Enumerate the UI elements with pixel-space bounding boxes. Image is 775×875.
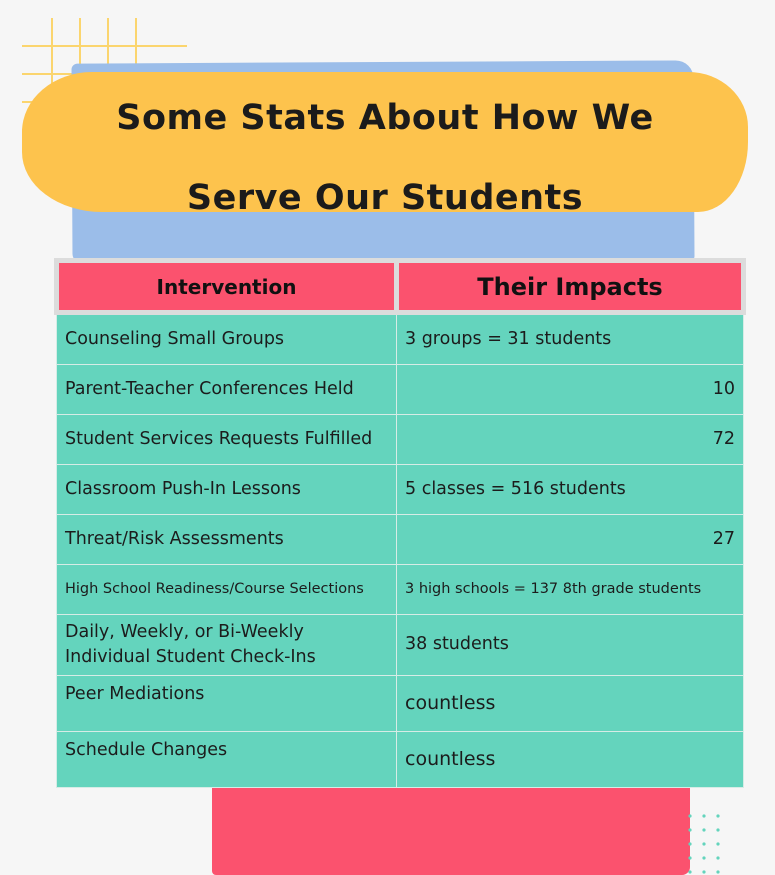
table-row <box>57 465 744 515</box>
row-intervention: Schedule Changes <box>57 732 397 788</box>
table-row <box>57 615 744 676</box>
row-intervention: Counseling Small Groups <box>57 313 397 365</box>
title-line-1: Some Stats About How We <box>116 98 654 138</box>
row-impact: 72 <box>397 415 744 465</box>
row-intervention: Student Services Requests Fulfilled <box>57 415 397 465</box>
stats-table <box>54 258 746 788</box>
row-impact: countless <box>397 732 744 788</box>
row-intervention: High School Readiness/Course Selections <box>57 565 397 615</box>
row-impact: 3 high schools = 137 8th grade students <box>397 565 744 615</box>
table-row <box>57 313 744 365</box>
row-impact: 10 <box>397 365 744 415</box>
row-intervention: Parent-Teacher Conferences Held <box>57 365 397 415</box>
title-line-2: Serve Our Students <box>186 178 584 218</box>
table-header-row <box>57 261 744 313</box>
header-their-impacts: Their Impacts <box>397 261 744 313</box>
page-title <box>60 78 710 238</box>
row-intervention: Threat/Risk Assessments <box>57 515 397 565</box>
row-impact: countless <box>397 676 744 732</box>
row-intervention: Peer Mediations <box>57 676 397 732</box>
row-intervention: Classroom Push-In Lessons <box>57 465 397 515</box>
row-impact: 38 students <box>397 615 744 676</box>
dot-pattern-decoration <box>686 812 726 874</box>
table-row <box>57 565 744 615</box>
table-row <box>57 415 744 465</box>
row-intervention: Daily, Weekly, or Bi-Weekly Individual Student Check-Ins <box>57 615 397 676</box>
table-row <box>57 365 744 415</box>
row-impact: 5 classes = 516 students <box>397 465 744 515</box>
row-impact: 27 <box>397 515 744 565</box>
row-impact: 3 groups = 31 students <box>397 313 744 365</box>
table-row <box>57 676 744 732</box>
table-row <box>57 732 744 788</box>
table-row <box>57 515 744 565</box>
header-intervention: Intervention <box>57 261 397 313</box>
